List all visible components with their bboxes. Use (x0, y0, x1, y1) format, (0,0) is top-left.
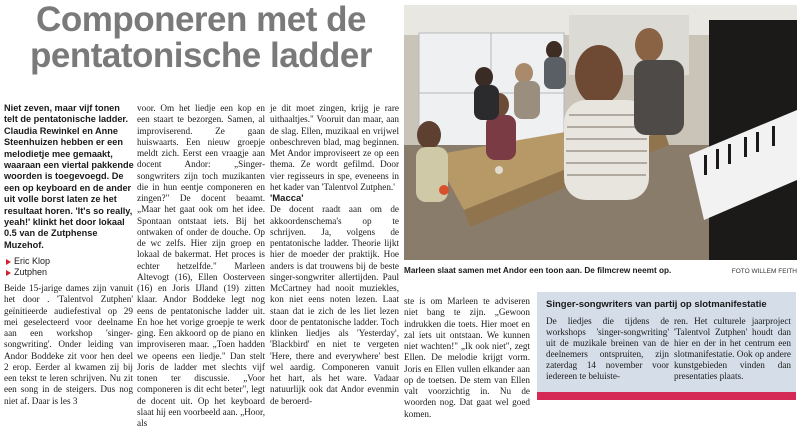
sidebar-column-1: De liedjes die tijdens de workshops 'singer-songwriting' uit de muzikale breinen van de deelnemers ontspruiten, zijn zaterdag 14 november voor iedereen te beluiste- (546, 316, 669, 382)
column-3-text: je dit moet zingen, krijg je rare uithaaltjes." Vooruit dan maar, aan de slag. Ellen, muzikaal en vrijwel onbeschreven blad, mag beginnen. Met Andor improviseert ze op een thema. Ze wordt gefilmd. Door vier regisseurs in spe, eveneens in het kader van 'Talentvol Zutphen.' (270, 103, 399, 192)
photo-credit: FOTO WILLEM FEITH (731, 268, 797, 275)
classroom-photo-illustration (404, 5, 797, 260)
author-name: Eric Klop (14, 256, 51, 266)
article-column-1: Beide 15-jarige dames zijn vanuit het door . 'Talentvol Zutphen' geïnitieerde audiefestival op 29 mei geselecteerd voor deelname aan een workshop 'singer-songwriting'. Onder leiding van Andor Boddeke zit voor hen deel 2 erop. Eerder al kwamen zij bij een tekst te leren schrijven. Nu zit een song in de steigers. Dus nog niet af. Daar is les 3 (4, 283, 133, 406)
column-3-text-continued: De docent raadt aan om de akkoordenschema's op te schrijven. Ja, volgens de pentatonische ladder. Theorie lijkt hier de moeder der praktijk. Hoe anders is dat trouwens bij de beste singer-songwriter allertijden. Paul McCartney had nooit muziekles, kon niet eens noten lezen. Laat staan dat ie zich de les liet lezen door de pentatonische ladder. Toch klinken liedjes als 'Yesterday', 'Blackbird' en niet te vergeten 'Here, there and everywhere' best wel aardig. Componeren vanuit het hart, als het ware. Vadaar natuurlijk ook dat Andor evenmin de beroerd- (270, 204, 399, 406)
intro-text: Niet zeven, maar vijf tonen telt de pentatonische ladder. Claudia Rewinkel en Anne Steenhuizen hebben er een melodietje mee gemaakt, waaraan een viertal pakkende woorden is toegevoegd. De een op keyboard en de ander uit volle borst laten ze het resultaat horen. 'It's so really, yeah!' klinkt het door lokaal 0.5 van de Zutphense Muzehof. (4, 103, 134, 250)
article-column-3 (270, 103, 399, 407)
triangle-right-icon (6, 259, 11, 265)
article-column-2: voor. Om het liedje een kop en een staart te bezorgen. Samen, al improviserend. Ze gaan huiswaarts. Een nieuw groepje meldt zich. Eerst een vraagje aan docent Andor: „Singer-songwriters zijn toch muzikanten die in hun eentje componeren en zingen?" De docent beaamt. „Maar het gaat ook om het idee. Spontaan ontstaat iets. Bij het ontwaken of onder de douche. Op de wc zelfs. Hier zijn groep en lokaal de bakermat. Het proces is echter hetzelfde." Marleen Altevogt (16), Ellen Oosterveen (16) en Joris IJland (19) zitten klaar. Andor Boddeke legt nog eens de pentatonische ladder uit. En hoe het vorige groepje te werk ging. Een akkoord op de piano en improviseren maar. „Toen hadden we opeens een liedje." Dan stelt Joris de ladder met slechts vijf tonen ter discussie. „Voor componeren is dit echt beter", legt de docent uit. Op het keyboard slaat hij een voorbeeld aan. „Hoor, als (137, 103, 265, 428)
author-row (6, 256, 126, 267)
article-column-4: ste is om Marleen te adviseren niet bang te zijn. „Gewoon indrukken die toets. Hier moet en zal iets uit ontstaan. We kunnen niet wachten!" „Ik ook niet", zegt Ellen. De melodie krijgt vorm. Joris en Ellen vullen elkander aan op de toetsen. De stem van Ellen valt voorzichtig in. Nu de woorden nog. Dat gaat wel goed komen. (404, 296, 530, 419)
triangle-right-icon (6, 270, 11, 276)
dateline-location: Zutphen (14, 267, 48, 277)
photo-caption: Marleen slaat samen met Andor een toon aan. De filmcrew neemt op. (404, 266, 672, 275)
sidebar-accent-bar (537, 392, 796, 400)
sidebar-box (537, 292, 796, 400)
subheading: 'Macca' (270, 193, 304, 204)
headline: Componeren met de pentatonische ladder (29, 0, 373, 75)
location-row (6, 267, 126, 278)
sidebar-title: Singer-songwriters van partij op slotmanifestatie (546, 299, 767, 310)
sidebar-column-2: ren. Het culturele jaarproject 'Talentvol Zutphen' houdt dan hier en der in het centrum een slotmanifestatie. Ook op andere kunstgebieden vinden dan presentaties plaats. (674, 316, 791, 382)
byline (6, 256, 126, 278)
article-photo (404, 5, 797, 260)
